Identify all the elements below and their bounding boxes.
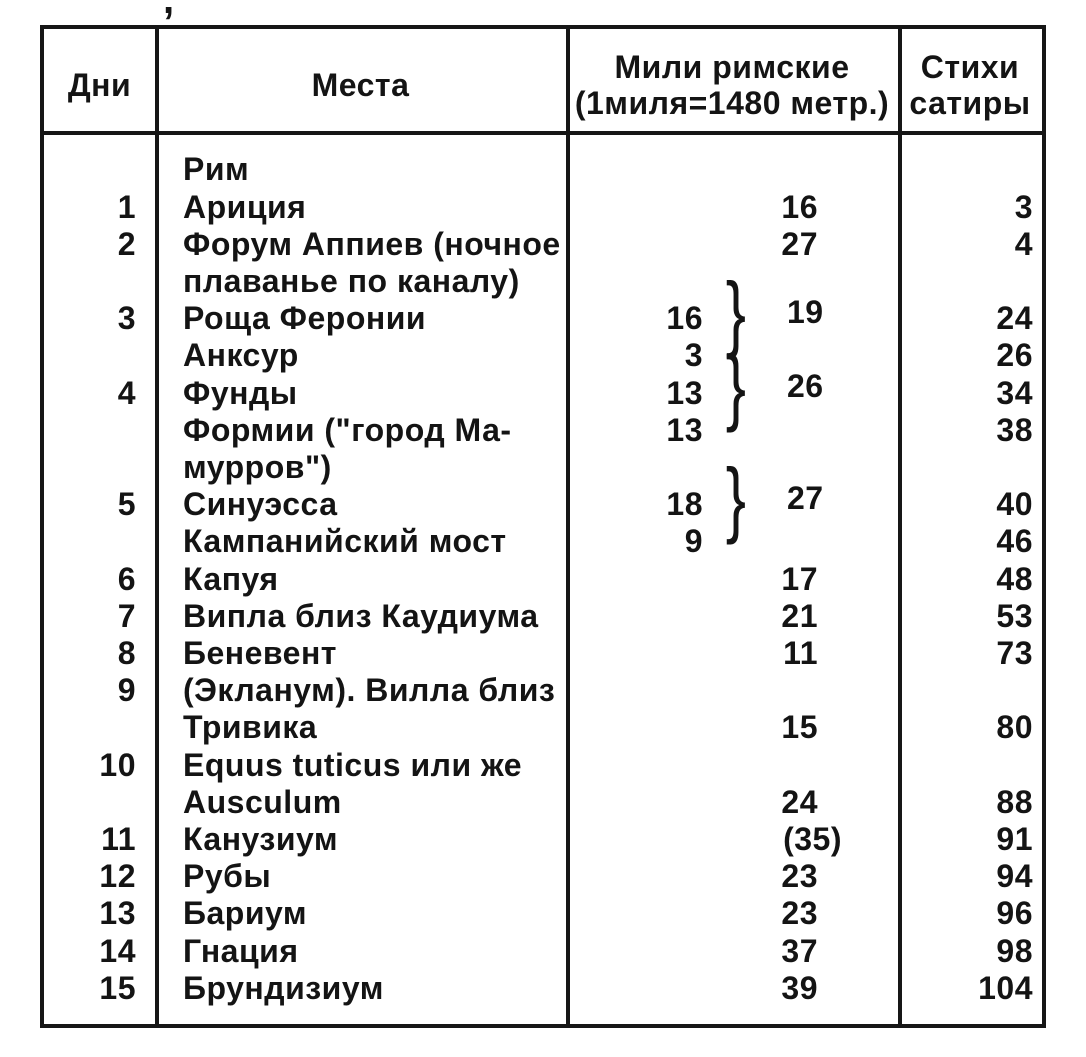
place-name: Кампанийский мост xyxy=(183,523,507,560)
place-name: Беневент xyxy=(183,635,337,671)
place-name: Капуя xyxy=(183,560,279,597)
place-name: Форум Аппиев (ночное xyxy=(183,225,561,262)
table-row xyxy=(44,300,1042,337)
place-name: Гнация xyxy=(183,932,299,969)
day-number: 5 xyxy=(117,486,136,523)
place-name: плаванье по каналу) xyxy=(183,263,520,299)
mile-value: 11 xyxy=(783,635,818,671)
mile-sum-value: 27 xyxy=(787,479,824,516)
table-row xyxy=(44,784,1042,821)
column-header-verses xyxy=(898,29,1042,131)
mile-part-value: 9 xyxy=(684,523,703,560)
table-row xyxy=(44,486,1042,523)
verse-value: 73 xyxy=(996,635,1033,671)
table-row xyxy=(44,598,1042,635)
mile-part-value: 18 xyxy=(666,486,703,523)
mile-value: 24 xyxy=(781,783,818,820)
header-label: Дни xyxy=(67,67,132,103)
mile-value: 23 xyxy=(781,858,818,895)
table-row xyxy=(44,970,1042,1007)
verse-value: 96 xyxy=(996,895,1033,932)
verse-value: 88 xyxy=(996,783,1033,820)
header-separator xyxy=(44,131,1042,135)
day-number: 12 xyxy=(99,858,136,895)
verse-value: 98 xyxy=(996,932,1033,969)
verse-value: 46 xyxy=(996,523,1033,560)
verse-value: 53 xyxy=(996,597,1033,634)
verse-value: 24 xyxy=(996,300,1033,337)
day-number: 13 xyxy=(99,895,136,932)
header-label: Стихи xyxy=(920,49,1020,85)
table-row xyxy=(44,337,1042,374)
day-number: 11 xyxy=(101,821,136,857)
verse-value: 94 xyxy=(996,858,1033,895)
table-row xyxy=(44,635,1042,672)
table-row xyxy=(44,263,1042,300)
mile-part-value: 13 xyxy=(666,374,703,411)
header-sublabel: (1миля=1480 метр.) xyxy=(574,85,890,121)
brace-icon: } xyxy=(725,264,747,359)
verse-value: 26 xyxy=(996,337,1033,374)
verse-value: 40 xyxy=(996,486,1033,523)
table-row xyxy=(44,747,1042,784)
verse-value: 91 xyxy=(996,821,1033,857)
mile-part-value: 16 xyxy=(666,300,703,337)
verse-value: 48 xyxy=(996,560,1033,597)
verse-value: 38 xyxy=(996,411,1033,448)
mile-value: 17 xyxy=(781,560,818,597)
column-header-places xyxy=(155,29,566,131)
place-name: Роща Феронии xyxy=(183,300,427,337)
verse-value: 4 xyxy=(1014,225,1033,262)
mile-sum-value: 19 xyxy=(787,293,824,330)
place-name: Equus tuticus или же xyxy=(183,746,523,783)
stray-page-mark: , xyxy=(163,0,175,22)
column-header-days xyxy=(44,29,155,131)
table-row xyxy=(44,523,1042,560)
day-number: 9 xyxy=(117,672,136,709)
day-number: 2 xyxy=(117,225,136,262)
mile-value: 15 xyxy=(781,709,818,746)
mile-value: 21 xyxy=(781,597,818,634)
table-row xyxy=(44,561,1042,598)
verse-value: 3 xyxy=(1014,188,1033,225)
day-number: 4 xyxy=(117,374,136,411)
place-name: Канузиум xyxy=(183,821,339,857)
mile-value: 16 xyxy=(781,188,818,225)
header-sublabel: сатиры xyxy=(909,85,1031,121)
table-row xyxy=(44,858,1042,895)
place-name: Синуэсса xyxy=(183,486,338,523)
table-row xyxy=(44,412,1042,449)
table-row xyxy=(44,375,1042,412)
day-number: 10 xyxy=(99,746,136,783)
day-number: 8 xyxy=(117,635,136,671)
mile-part-value: 13 xyxy=(666,411,703,448)
place-name: Бариум xyxy=(183,895,308,932)
mile-value: (35) xyxy=(783,821,842,857)
day-number: 14 xyxy=(99,932,136,969)
place-name: Анксур xyxy=(183,337,299,374)
place-name: Тривика xyxy=(183,709,318,746)
verse-value: 34 xyxy=(996,374,1033,411)
brace-icon: } xyxy=(725,339,747,434)
table-row xyxy=(44,709,1042,746)
day-number: 6 xyxy=(117,560,136,597)
place-name: Формии ("город Ма- xyxy=(183,411,512,448)
mile-value: 39 xyxy=(781,969,818,1006)
place-name: Ариция xyxy=(183,188,307,225)
place-name: Рубы xyxy=(183,858,272,895)
place-name: (Экланум). Вилла близ xyxy=(183,672,556,709)
brace-icon: } xyxy=(725,450,747,545)
place-name: Випла близ Каудиума xyxy=(183,597,539,634)
mile-value: 23 xyxy=(781,895,818,932)
verse-value: 80 xyxy=(996,709,1033,746)
header-label: Мили римские xyxy=(614,49,850,85)
table-row xyxy=(44,226,1042,263)
itinerary-table xyxy=(40,25,1046,1028)
table-row xyxy=(44,821,1042,858)
mile-value: 37 xyxy=(781,932,818,969)
day-number: 15 xyxy=(99,969,136,1006)
day-number: 7 xyxy=(117,597,136,634)
header-label: Места xyxy=(311,67,410,103)
table-row xyxy=(44,933,1042,970)
place-name: мурров") xyxy=(183,449,332,485)
verse-value: 104 xyxy=(978,969,1033,1006)
table-row xyxy=(44,895,1042,932)
place-name: Брундизиум xyxy=(183,969,384,1006)
day-number: 1 xyxy=(117,188,136,225)
mile-sum-value: 26 xyxy=(787,368,824,405)
table-row xyxy=(44,672,1042,709)
table-row xyxy=(44,151,1042,188)
place-name: Ausculum xyxy=(183,783,342,820)
day-number: 3 xyxy=(117,300,136,337)
table-row xyxy=(44,189,1042,226)
table-row xyxy=(44,449,1042,486)
mile-value: 27 xyxy=(781,225,818,262)
column-header-miles xyxy=(566,29,898,131)
place-name: Фунды xyxy=(183,374,298,411)
place-name: Рим xyxy=(183,151,250,188)
mile-part-value: 3 xyxy=(684,337,703,374)
